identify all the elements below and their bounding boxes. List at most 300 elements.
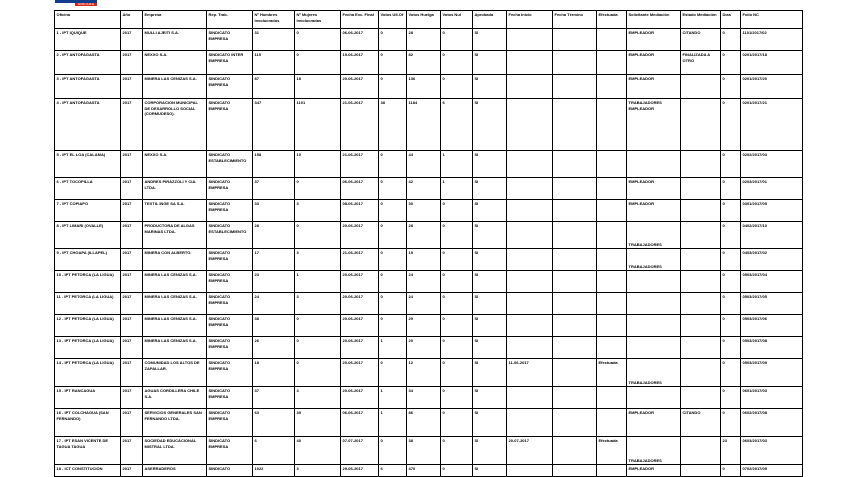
table-cell: 1 (379, 337, 407, 359)
table-cell: 42 (407, 178, 441, 200)
table-cell (597, 409, 627, 437)
column-header: Votos Nul (441, 11, 473, 29)
table-cell: 0 (441, 200, 473, 222)
table-cell: Efectuada (597, 437, 627, 465)
table-cell: SI (473, 151, 507, 178)
table-cell (507, 293, 553, 315)
table-cell (681, 151, 721, 178)
table-cell: CITANDO (681, 29, 721, 51)
table-cell: 12 (407, 359, 441, 387)
table-cell: SI (473, 178, 507, 200)
table-cell: SINDICATO EMPRESA (207, 29, 253, 51)
table-cell: TRABAJADORES EMPLEADOR (627, 99, 681, 151)
table-cell: 1101 (295, 99, 341, 151)
table-cell (681, 387, 721, 409)
table-cell: 08-06-2017 (341, 200, 379, 222)
table-cell: 0 (721, 51, 741, 75)
table-cell: 5 - IPT EL LOA (CALAMA) (55, 151, 121, 178)
table-cell: TRABAJADORES (627, 359, 681, 387)
table-cell: 20-06-2017 (341, 315, 379, 337)
table-cell: 3 (295, 465, 341, 477)
table-cell: 0301/2017/05 (741, 200, 803, 222)
table-cell: SI (473, 409, 507, 437)
table-cell: 2017 (121, 293, 143, 315)
table-row (55, 315, 803, 337)
table-cell (681, 293, 721, 315)
table-cell (507, 178, 553, 200)
table-cell: 0 (441, 387, 473, 409)
table-cell (681, 437, 721, 465)
column-header: Año (121, 11, 143, 29)
table-cell: 136 (407, 75, 441, 99)
table-cell (507, 249, 553, 271)
table-cell (507, 315, 553, 337)
table-cell: 10 - IPT PETORCA (LA LIGUA) (55, 271, 121, 293)
table-cell: 1 (295, 271, 341, 293)
table-cell: 0 (379, 249, 407, 271)
table-cell: 39 (295, 409, 341, 437)
table-cell (507, 151, 553, 178)
table-cell: 0 (379, 271, 407, 293)
table-cell (681, 271, 721, 293)
table-cell (681, 222, 721, 249)
table-cell: NEXXO S.A. (143, 51, 207, 75)
table-cell: SOCIEDAD EDUCACIONAL MISTRAL LTDA. (143, 437, 207, 465)
table-cell: 0 (721, 387, 741, 409)
table-cell: 3 (295, 293, 341, 315)
table-cell: EMPLEADOR (627, 465, 681, 477)
table-cell: SINDICATO EMPRESA (207, 249, 253, 271)
table-row (55, 222, 803, 249)
table-cell: 0602/2017/08 (741, 409, 803, 437)
table-row (55, 409, 803, 437)
table-cell: EMPLEADOR (627, 200, 681, 222)
table-cell: 0503/2017/04 (741, 271, 803, 293)
table-cell: 6 (379, 465, 407, 477)
table-cell: 0 (441, 315, 473, 337)
table-cell: SINDICATO EMPRESA (207, 437, 253, 465)
table-cell: 0 (379, 222, 407, 249)
table-cell: 18 (295, 75, 341, 99)
table-cell: 2017 (121, 337, 143, 359)
table-cell: 37 (253, 178, 295, 200)
table-cell (553, 359, 597, 387)
table-cell (553, 99, 597, 151)
table-cell: 0 (441, 222, 473, 249)
table-cell: 21-06-2017 (341, 249, 379, 271)
table-cell: 3 - IPT ANTOFAGASTA (55, 75, 121, 99)
table-cell: ASERRADEROS (143, 465, 207, 477)
table-cell (681, 178, 721, 200)
table-cell: ANDRES PIRAZZOLI Y CIA. LTDA. (143, 178, 207, 200)
table-cell: 10 (295, 151, 341, 178)
table-cell: 06-06-2017 (341, 409, 379, 437)
table-row (55, 337, 803, 359)
table-cell: 1 (379, 387, 407, 409)
table-cell (553, 51, 597, 75)
table-cell: 2017 (121, 437, 143, 465)
table-cell: AGUAS CORDILLERA CHILE S.A. (143, 387, 207, 409)
table-cell: 2017 (121, 99, 143, 151)
table-cell (681, 315, 721, 337)
table-cell (597, 29, 627, 51)
table-cell (597, 293, 627, 315)
table-cell: 0 (295, 359, 341, 387)
table-cell: 13 - IPT PETORCA (LA LIGUA) (55, 337, 121, 359)
table-cell: 06-06-2017 (341, 29, 379, 51)
table-cell: 2017 (121, 465, 143, 477)
table-cell: 21-06-2017 (341, 99, 379, 151)
table-cell (553, 293, 597, 315)
column-header: Oficina (55, 11, 121, 29)
table-cell: EMPLEADOR (627, 29, 681, 51)
column-header: Nº Hombres Involucrados (253, 11, 295, 29)
table-cell: 0 (379, 359, 407, 387)
table-cell: 0 (379, 293, 407, 315)
table-cell: SI (473, 315, 507, 337)
table-cell: SINDICATO EMPRESA (207, 99, 253, 151)
table-cell (553, 151, 597, 178)
table-cell: 1 (379, 409, 407, 437)
table-cell: 0603/2017/03 (741, 437, 803, 465)
table-cell: 0 (295, 51, 341, 75)
table-cell: 0201/2017/21 (741, 99, 803, 151)
table-cell: 0 (721, 293, 741, 315)
table-row (55, 178, 803, 200)
table-cell (553, 200, 597, 222)
table-cell: SI (473, 337, 507, 359)
table-cell: 2017 (121, 409, 143, 437)
table-cell: 20-06-2017 (341, 359, 379, 387)
table-cell: 0 (295, 29, 341, 51)
table-cell: 0202/2017/03 (741, 151, 803, 178)
table-cell: 0402/2017/10 (741, 222, 803, 249)
table-cell: 11-06-2017 (507, 359, 553, 387)
table-cell: 0 (441, 437, 473, 465)
table-cell: SINDICATO EMPRESA (207, 359, 253, 387)
table-cell: 0 (441, 51, 473, 75)
table-cell: 0 (441, 249, 473, 271)
table-cell: 14 - IPT PETORCA (LA LIGUA) (55, 359, 121, 387)
table-cell: Efectuada (597, 359, 627, 387)
table-cell: 2017 (121, 178, 143, 200)
table-cell (507, 271, 553, 293)
table-cell: 0 (721, 200, 741, 222)
column-header: Solicitante Mediación (627, 11, 681, 29)
table-cell: 2017 (121, 75, 143, 99)
table-cell: 33 (253, 200, 295, 222)
table-cell: SINDICATO EMPRESA (207, 337, 253, 359)
table-cell: 2017 (121, 222, 143, 249)
table-cell: 16 - IPT COLCHAGUA (SAN FERNANDO) (55, 409, 121, 437)
table-cell (597, 249, 627, 271)
table-cell: 470 (407, 465, 441, 477)
table-cell: SERVICIOS GENERALES SAN FERNANDO LTDA. (143, 409, 207, 437)
table-cell: 0 (721, 409, 741, 437)
table-cell: 115 (253, 51, 295, 75)
table-cell: CITANDO (681, 409, 721, 437)
column-header: Fecha Exc. Final (341, 11, 379, 29)
table-cell (597, 75, 627, 99)
table-cell: 2017 (121, 359, 143, 387)
table-row (55, 271, 803, 293)
table-cell: 0 (379, 151, 407, 178)
table-cell: 347 (253, 99, 295, 151)
table-cell: 0 (721, 337, 741, 359)
table-cell: 29-06-2017 (341, 465, 379, 477)
table-cell: 20-06-2017 (341, 75, 379, 99)
table-cell: MINERA LAS CENIZAS S.A. (143, 337, 207, 359)
table-cell: 0 (379, 315, 407, 337)
table-cell: 2017 (121, 249, 143, 271)
table-cell: 6 (253, 437, 295, 465)
table-cell: SI (473, 99, 507, 151)
table-cell (553, 29, 597, 51)
table-row (55, 151, 803, 178)
table-cell: 0702/2017/05 (741, 465, 803, 477)
table-cell: 0 (721, 75, 741, 99)
table-cell: 2017 (121, 29, 143, 51)
table-cell (507, 75, 553, 99)
logo-red-band: GOB.CHILE (75, 3, 97, 6)
table-cell: 0 (721, 359, 741, 387)
table-cell: 0403/2017/02 (741, 249, 803, 271)
table-cell: 86 (407, 409, 441, 437)
table-cell: 23 (253, 271, 295, 293)
table-cell: 2017 (121, 151, 143, 178)
table-cell: 87 (253, 75, 295, 99)
table-cell: CORPORACION MUNICIPAL DE DESARROLLO SOCIAL (CORMUDESO). (143, 99, 207, 151)
table-cell (507, 99, 553, 151)
table-cell (597, 99, 627, 151)
table-cell: 0 (295, 315, 341, 337)
table-cell: 6 - IPT TOCOPILLA (55, 178, 121, 200)
table-row (55, 75, 803, 99)
table-cell (553, 387, 597, 409)
table-cell: 0503/2017/06 (741, 315, 803, 337)
table-row (55, 29, 803, 51)
table-header-row (55, 11, 803, 29)
table-cell: 44 (407, 151, 441, 178)
table-cell: 9 - IPT CHOAPA (ILLAPEL) (55, 249, 121, 271)
table-cell (507, 222, 553, 249)
table-cell: 20-06-2017 (341, 222, 379, 249)
table-cell (597, 178, 627, 200)
table-cell: 20 (407, 337, 441, 359)
table-cell: 1 - IPT IQUIQUE (55, 29, 121, 51)
table-row (55, 51, 803, 75)
table-cell: 2017 (121, 51, 143, 75)
table-cell: 12 - IPT PETORCA (LA LIGUA) (55, 315, 121, 337)
table-cell: COMUNIDAD LOS ALTOS DE ZAPALLAR. (143, 359, 207, 387)
table-cell: 23 (721, 437, 741, 465)
table-cell: 20-06-2017 (341, 387, 379, 409)
table-cell: 0 (441, 29, 473, 51)
table-cell (507, 409, 553, 437)
column-header: Aprobada (473, 11, 507, 29)
table-cell: 06-06-2017 (341, 178, 379, 200)
column-header: Fecha Término (553, 11, 597, 29)
table-cell: SINDICATO EMPRESA (207, 271, 253, 293)
table-row (55, 437, 803, 465)
table-cell (681, 359, 721, 387)
table-cell: 0 (295, 337, 341, 359)
table-cell: SINDICATO EMPRESA (207, 293, 253, 315)
table-body (55, 29, 803, 477)
table-cell (553, 178, 597, 200)
table-cell: 158 (253, 151, 295, 178)
table-cell (597, 337, 627, 359)
table-cell (597, 271, 627, 293)
table-cell (553, 271, 597, 293)
table-cell: 0 (721, 178, 741, 200)
table-cell: SI (473, 359, 507, 387)
table-cell: 0 (441, 293, 473, 315)
table-cell (553, 249, 597, 271)
table-cell: 8 - IPT LIMARI (OVALLE) (55, 222, 121, 249)
table-cell: 38 (407, 437, 441, 465)
table-cell: SI (473, 51, 507, 75)
table-cell: SINDICATO ESTABLECIMIENTO (207, 222, 253, 249)
table-cell: 0 (379, 51, 407, 75)
table-cell (553, 409, 597, 437)
table-cell: SI (473, 222, 507, 249)
negotiations-table (54, 10, 803, 477)
table-cell: 34 (407, 387, 441, 409)
table-cell: 7 - IPT COPIAPO (55, 200, 121, 222)
table-cell (553, 315, 597, 337)
table-cell: MINERA LAS CENIZAS S.A. (143, 75, 207, 99)
column-header: Folio NC (741, 11, 803, 29)
table-cell: NEXXO S.A. (143, 151, 207, 178)
table-cell: SINDICATO INTER EMPRESA (207, 51, 253, 75)
column-header: Empresa (143, 11, 207, 29)
table-cell: 17 - IPT ESAN VICENTE DE TAGUA TAGUA (55, 437, 121, 465)
table-cell: 0 (721, 249, 741, 271)
table-row (55, 387, 803, 409)
table-cell: 0 (721, 151, 741, 178)
table-cell: SI (473, 200, 507, 222)
table-cell (553, 222, 597, 249)
table-cell (627, 337, 681, 359)
table-cell: 2 - IPT ANTOFAGASTA (55, 51, 121, 75)
table-cell: 28 (407, 29, 441, 51)
table-cell: EMPLEADOR (627, 178, 681, 200)
gob-chile-logo (55, 0, 97, 6)
table-cell: EMPLEADOR (627, 51, 681, 75)
table-cell: 38 (379, 99, 407, 151)
table-cell: 38 (253, 315, 295, 337)
table-cell: 0 (441, 271, 473, 293)
table-cell: 18 (253, 359, 295, 387)
table-cell: 28 (253, 222, 295, 249)
table-cell: 20-06-2017 (341, 271, 379, 293)
table-cell: SINDICATO EMPRESA (207, 75, 253, 99)
table-cell: 0 (721, 315, 741, 337)
table-cell: TRABAJADORES (627, 437, 681, 465)
table-cell: 2017 (121, 387, 143, 409)
column-header: Estado Mediación (681, 11, 721, 29)
table-cell: SINDICATO EMPRESA (207, 200, 253, 222)
table-cell: 19-06-2017 (341, 51, 379, 75)
table-cell: 18 - ICT CONSTITUCION (55, 465, 121, 477)
table-cell: 0 (379, 29, 407, 51)
table-cell: 0 (441, 337, 473, 359)
table-cell: MINERA LAS CENIZAS S.A. (143, 315, 207, 337)
table-cell (553, 437, 597, 465)
table-cell: 0601/2017/03 (741, 387, 803, 409)
table-cell (681, 200, 721, 222)
table-cell: 3 (295, 387, 341, 409)
table-cell (553, 337, 597, 359)
table-cell (553, 75, 597, 99)
table-cell: SINDICATO EMPRESA (207, 178, 253, 200)
table-cell: SI (473, 75, 507, 99)
table-row (55, 293, 803, 315)
table-row (55, 359, 803, 387)
table-cell: MULLI AJEITI S.A. (143, 29, 207, 51)
table-cell (507, 29, 553, 51)
table-cell (681, 465, 721, 477)
table-cell: 0 (379, 75, 407, 99)
table-row (55, 465, 803, 477)
table-cell: 0 (379, 437, 407, 465)
column-header: Fecha Inicio (507, 11, 553, 29)
table-cell: 2017 (121, 271, 143, 293)
table-cell (507, 387, 553, 409)
table-cell (627, 387, 681, 409)
table-cell: 0 (441, 409, 473, 437)
table-cell: 0 (295, 178, 341, 200)
table-cell: SINDICATO EMPRESA (207, 409, 253, 437)
table-cell: 21-06-2017 (341, 151, 379, 178)
table-cell: 0 (441, 75, 473, 99)
table-cell (597, 387, 627, 409)
table-cell: MINERA LAS CENIZAS S.A. (143, 293, 207, 315)
table-cell: 31 (253, 29, 295, 51)
column-header: Efectuada (597, 11, 627, 29)
table-cell (507, 337, 553, 359)
table-cell: EMPLEADOR (627, 75, 681, 99)
table-cell: SI (473, 465, 507, 477)
table-cell (597, 200, 627, 222)
table-cell: 0 (721, 29, 741, 51)
table-cell: 29 (407, 315, 441, 337)
table-cell: 0 (441, 359, 473, 387)
table-cell (681, 337, 721, 359)
table-row (55, 249, 803, 271)
table-cell: 0 (295, 222, 341, 249)
table-cell: 24 (407, 293, 441, 315)
table-cell: SINDICATO ESTABLECIMIENTO (207, 151, 253, 178)
table-cell: 24 (407, 271, 441, 293)
table-cell: 40 (295, 437, 341, 465)
table-cell: 1101/2017/02 (741, 29, 803, 51)
table-cell: 17 (253, 249, 295, 271)
table-cell: 0 (721, 465, 741, 477)
table-cell: 30 (407, 200, 441, 222)
table-cell: PRODUCTORA DE ALGAS MARINAS LTDA. (143, 222, 207, 249)
table-cell: FINALIZADA A OTRO (681, 51, 721, 75)
table-cell: 26 (253, 337, 295, 359)
table-cell: 0 (379, 200, 407, 222)
table-cell: 11 - IPT PETORCA (LA LIGUA) (55, 293, 121, 315)
table-cell (507, 465, 553, 477)
column-header: Votos Huelga (407, 11, 441, 29)
table-cell: 1 (441, 178, 473, 200)
table-cell: 3 (295, 249, 341, 271)
table-cell: TEXTIL INGE SA S.A. (143, 200, 207, 222)
